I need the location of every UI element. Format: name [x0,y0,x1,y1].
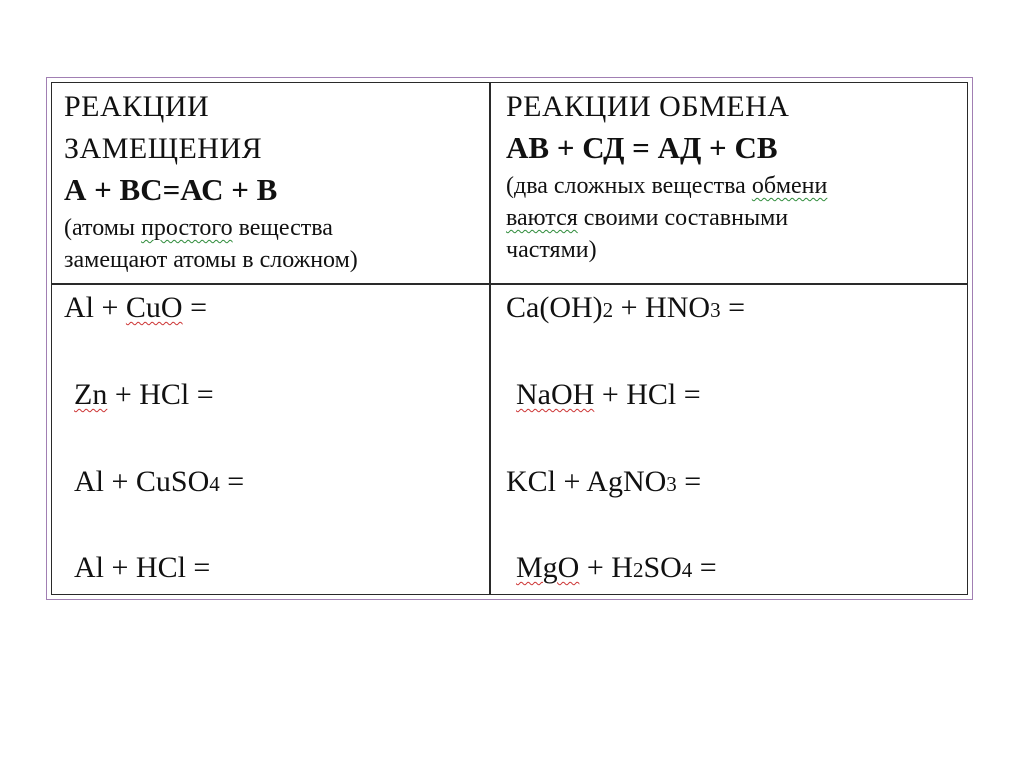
substitution-title-line2: ЗАМЕЩЕНИЯ [64,132,263,165]
header-cell-substitution [64,86,484,276]
header-cell-exchange [506,86,961,266]
substitution-note-line2: замещают атомы в сложном) [64,247,358,273]
exchange-note-line3: частями) [506,237,597,263]
spellcheck-word: CuO [125,291,183,324]
equation-right-4: MgO + H2SO4 = [516,551,717,584]
equation-right-1: Ca(OH)2 + HNO3 = [506,291,745,324]
substitution-note-line1: (атомы простого вещества [64,215,333,241]
equation-right-2: NaOH + HCl = [516,378,701,411]
spellcheck-word: Zn [74,378,108,411]
exchange-note-line1: (два сложных вещества обмени [506,173,828,199]
column-divider [489,82,491,595]
exchange-formula: АВ + СД = АД + СВ [506,130,778,165]
row-divider [51,283,968,285]
spellcheck-word: MgO [516,551,580,584]
equation-right-3: KCl + AgNO3 = [506,465,702,498]
spellcheck-word: обмени [751,173,828,199]
spellcheck-word: ваются [506,205,578,231]
equation-left-1: Al + CuO = [64,291,208,324]
exchange-note-line2: ваются своими составными [506,205,789,231]
equation-left-2: Zn + HCl = [74,378,214,411]
substitution-formula: А + ВС=АС + В [64,172,278,207]
equation-left-4: Al + HCl = [74,551,211,584]
substitution-title-line1: РЕАКЦИИ [64,90,210,123]
spellcheck-word: простого [141,215,233,241]
equation-left-3: Al + CuSO4 = [74,465,245,498]
spellcheck-word: NaOH [516,378,595,411]
exchange-title: РЕАКЦИИ ОБМЕНА [506,90,790,123]
